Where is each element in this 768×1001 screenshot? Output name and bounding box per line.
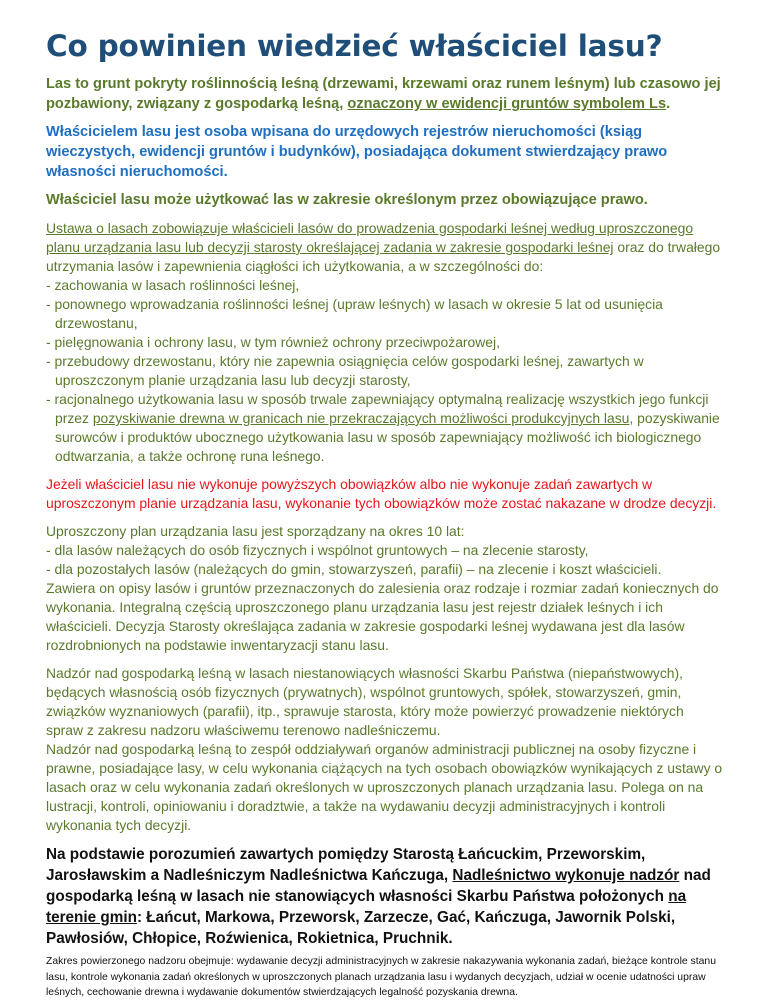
list-item: - zachowania w lasach roślinności leśnej, bbox=[46, 277, 300, 293]
forest-act-underlined: Ustawa o lasach zobowiązuje właścicieli lasów do prowadzenia gospodarki leśnej według uproszczonego planu urządzania lasu lub decyzji starosty określającej zadania w zakresie gospodarki leśnej bbox=[46, 220, 694, 255]
list-item-underlined: pozyskiwanie drewna w granicach nie przekraczających możliwości produkcyjnych lasu bbox=[92, 410, 630, 426]
owner-usage: Właściciel lasu może użytkować las w zakresie określonym przez obowiązujące prawo. bbox=[46, 192, 648, 208]
simplified-plan: Uproszczony plan urządzania lasu jest sporządzany na okres 10 lat: - dla lasów należących do osób fizycznych i wspólnot gruntowych – na zlecenie starosty, - dla pozostałych lasów (należących do gmin, stowarzyszeń, parafii) – na zlecenie i koszt właścicieli. Zawiera on opisy lasów i gruntów przeznaczonych do zalesienia oraz rodzaje i rozmiar zadań koniecznych do wykonania. Integralną częścią uproszczonego planu urządzania lasu jest rejestr działek leśnych i ich właścicieli. Decyzja Starosty określająca zadania w zakresie gospodarki leśnej wydawana jest dla lasów rozdrobnionych na podstawie inwentaryzacji stanu lasu. bbox=[46, 523, 719, 653]
list-item: - pielęgnowania i ochrony lasu, w tym również ochrony przeciwpożarowej, bbox=[46, 334, 500, 350]
owner-definition: Właścicielem lasu jest osoba wpisana do urzędowych rejestrów nieruchomości (ksiąg wieczystych, ewidencji gruntów i budynków), posiadająca dokument stwierdzający prawo własności nieruchomości. bbox=[46, 124, 668, 180]
page-title: Co powinien wiedzieć właściciel lasu? bbox=[46, 29, 663, 63]
agreement-statement: Na podstawie porozumień zawartych pomiędzy Starostą Łańcuckim, Przeworskim, Jarosławskim a Nadleśniczym Nadleśnictwa Kańczuga, Nadleśnictwo wykonuje nadzór nad gospodarką leśną w lasach nie stanowiących własności Skarbu Państwa położonych na terenie gmin: Łańcut, Markowa, Przeworsk, Zarzecze, Gać, Kańczuga, Jawornik Polski, Pawłosiów, Chłopice, Roźwienica, Rokietnica, Pruchnik. bbox=[46, 846, 711, 947]
forest-act-obligations: Ustawa o lasach zobowiązuje właścicieli lasów do prowadzenia gospodarki leśnej według uproszczonego planu urządzania lasu lub decyzji starosty określającej zadania w zakresie gospodarki leśnej oraz do trwałego utrzymania lasów i zapewnienia ciągłości ich użytkowania, a w szczególności do: - zachowania w lasach roślinności leśnej, - ponownego wprowadzania roślinności leśnej (upraw leśnych) w lasach w okresie 5 lat od usunięcia drzewostanu, - pielęgnowania i ochrony lasu, w tym również ochrony przeciwpożarowej, - przebudowy drzewostanu, który nie zapewnia osiągnięcia celów gospodarki leśnej, zawartych w uproszczonym planie urządzania lasu lub decyzji starosty, - racjonalnego użytkowania lasu w sposób trwale zapewniający optymalną realizację wszystkich jego funkcji przez pozyskiwanie drewna w granicach nie przekraczających możliwości produkcyjnych lasu, pozyskiwanie surowców i produktów ubocznego użytkowania lasu w sposób zapewniający możliwość ich biologicznego odtwarzania, a także ochronę runa leśnego. bbox=[46, 219, 724, 466]
forest-definition-underlined: oznaczony w ewidencji gruntów symbolem Ls bbox=[347, 96, 667, 112]
forest-definition: Las to grunt pokryty roślinnością leśną (drzewami, krzewami oraz runem leśnym) lub czasowo jej pozbawiony, związany z gospodarką leśną, oznaczony w ewidencji gruntów symbolem Ls. bbox=[46, 76, 721, 112]
list-item: - ponownego wprowadzania roślinności leśnej (upraw leśnych) w lasach w okresie 5 lat od usunięcia drzewostanu, bbox=[46, 296, 663, 331]
agreement-underlined-supervision: Nadleśnictwo wykonuje nadzór bbox=[452, 867, 680, 884]
supervision-info: Nadzór nad gospodarką leśną w lasach niestanowiących własności Skarbu Państwa (niepaństwowych), będących własnością osób fizycznych (prywatnych), wspólnot gruntowych, spółek, stowarzyszeń, gmin, związków wyznaniowych (parafii), itp., sprawuje starosta, który może powierzyć prowadzenie niektórych spraw z zakresu nadzoru właściwemu terenowo nadleśniczemu. Nadzór nad gospodarką leśną to zespół oddziaływań organów administracji publicznej na osoby fizyczne i prawne, posiadające lasy, w celu wykonania ciążących na tych osobach obowiązków wynikających z ustawy o lasach oraz w celu wykonania zadań określonych w uproszczonych planach urządzania lasu. Polega on na lustracji, kontroli, opiniowaniu i doradztwie, a także na wydawaniu decyzji administracyjnych i kontroli wykonania tych decyzji. bbox=[46, 665, 723, 833]
non-compliance-warning: Jeżeli właściciel lasu nie wykonuje powyższych obowiązków albo nie wykonuje zadań zawartych w uproszczonym planie urządzania lasu, wykonanie tych obowiązków może zostać nakazane w drodze decyzji. bbox=[46, 476, 717, 511]
list-item: - przebudowy drzewostanu, który nie zapewnia osiągnięcia celów gospodarki leśnej, zawartych w uproszczonym planie urządzania lasu lub decyzji starosty, bbox=[46, 353, 644, 388]
list-item: - racjonalnego użytkowania lasu w sposób trwale zapewniający optymalną realizację wszystkich jego funkcji przez pozyskiwanie drewna w granicach nie przekraczających możliwości produkcyjnych lasu, pozyskiwanie surowców i produktów ubocznego użytkowania lasu w sposób zapewniający możliwość ich biologicznego odtwarzania, a także ochronę runa leśnego. bbox=[46, 391, 720, 464]
agreement-underlined-gminy: na terenie gmin bbox=[46, 888, 687, 926]
supervision-scope: Zakres powierzonego nadzoru obejmuje: wydawanie decyzji administracyjnych w zakresie nakazywania wykonania zadań, bieżące kontrole stanu lasu, kontrole wykonania zadań określonych w uproszczonych planach urządzania lasu i wydanych decyzjach, udział w ocenie udatności upraw leśnych, cechowanie drewna i wydawanie dokumentów stwierdzających legalność pozyskania drewna. bbox=[46, 956, 716, 999]
